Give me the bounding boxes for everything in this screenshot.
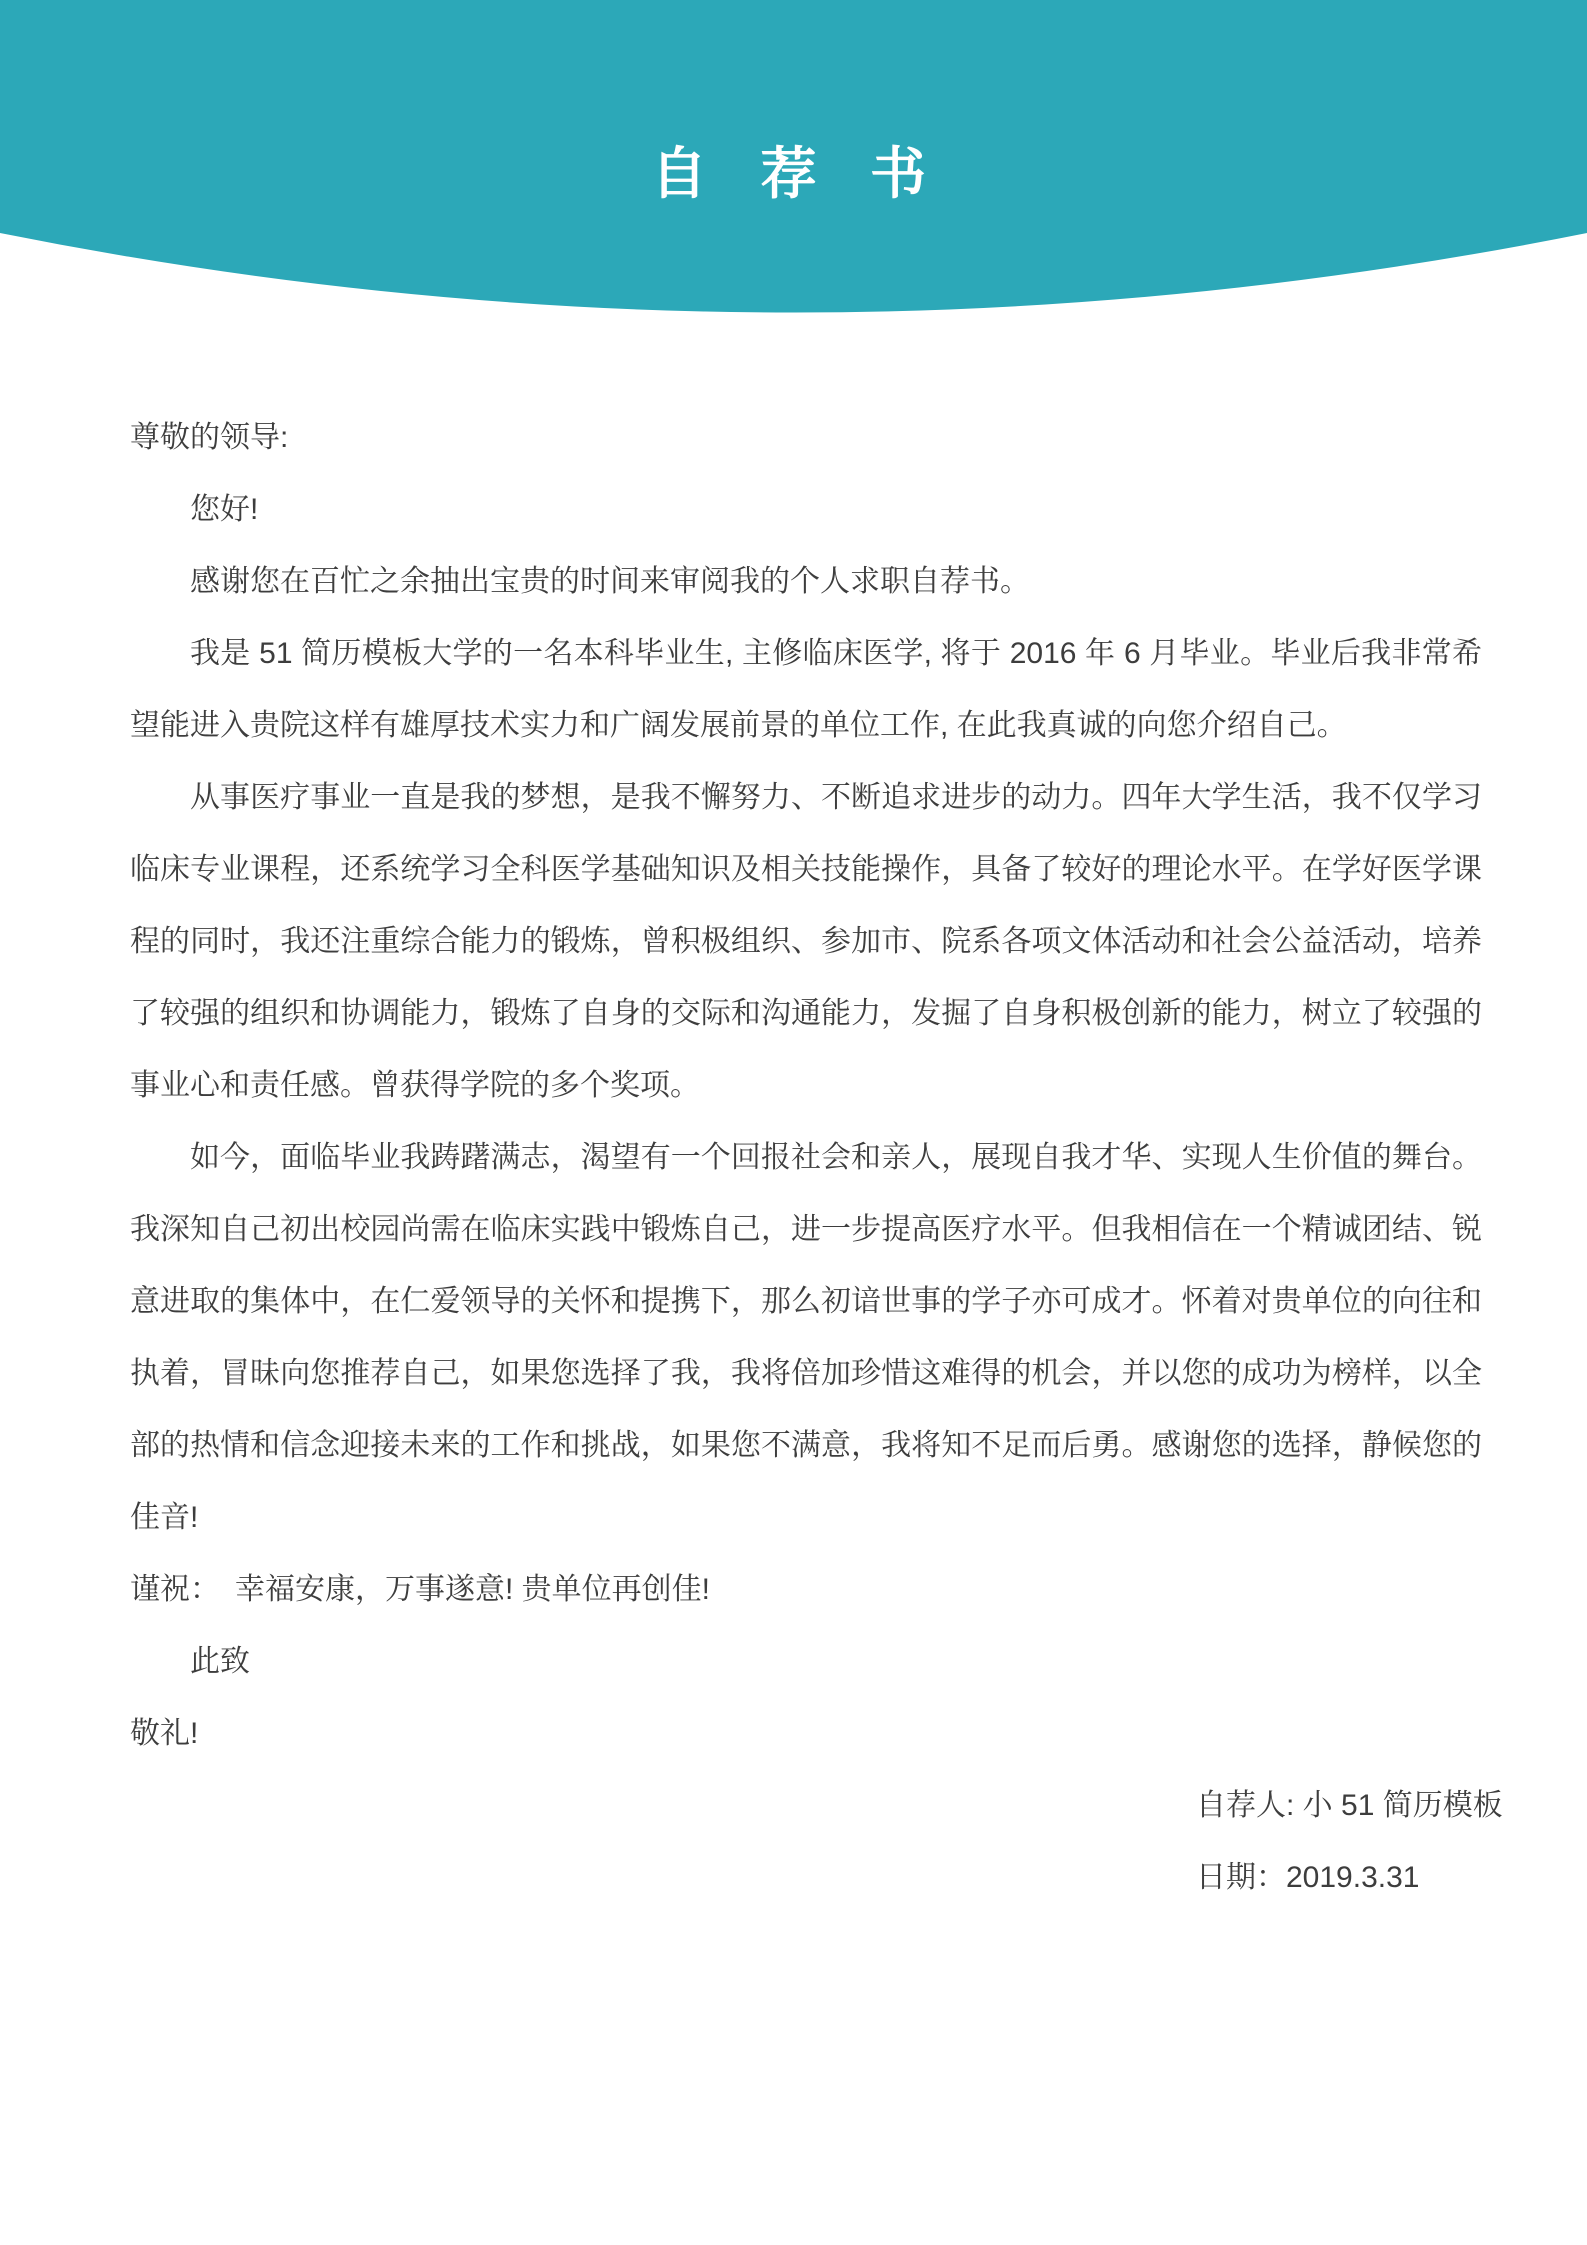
paragraph-thanks: 感谢您在百忙之余抽出宝贵的时间来审阅我的个人求职自荐书。	[190, 565, 1030, 598]
letter-body	[130, 402, 1503, 1914]
paragraph-introduction: 我是 51 简历模板大学的一名本科毕业生, 主修临床医学, 将于 2016 年 6 月毕业。毕业后我非常希望能进入贵院这样有雄厚技术实力和广阔发展前景的单位工作, 在此我真诚的向您介绍自己。	[130, 637, 1482, 742]
paragraph-study-experience: 从事医疗事业一直是我的梦想，是我不懈努力、不断追求进步的动力。四年大学生活，我不仅学习临床专业课程，还系统学习全科医学基础知识及相关技能操作，具备了较好的理论水平。在学好医学课程的同时，我还注重综合能力的锻炼，曾积极组织、参加市、院系各项文体活动和社会公益活动，培养了较强的组织和协调能力，锻炼了自身的交际和沟通能力，发掘了自身积极创新的能力，树立了较强的事业心和责任感。曾获得学院的多个奖项。	[130, 781, 1482, 1102]
respectfully-line-cizhi: 此致	[190, 1645, 250, 1678]
paragraph-aspiration: 如今，面临毕业我踌躇满志，渴望有一个回报社会和亲人，展现自我才华、实现人生价值的舞台。我深知自己初出校园尚需在临床实践中锻炼自己，进一步提高医疗水平。但我相信在一个精诚团结、锐意进取的集体中，在仁爱领导的关怀和提携下，那么初谙世事的学子亦可成才。怀着对贵单位的向往和执着，冒昧向您推荐自己，如果您选择了我，我将倍加珍惜这难得的机会，并以您的成功为榜样，以全部的热情和信念迎接未来的工作和挑战，如果您不满意，我将知不足而后勇。感谢您的选择，静候您的佳音!	[130, 1141, 1482, 1534]
signature-date-line: 日期：2019.3.31	[1196, 1861, 1420, 1894]
greeting-line: 您好!	[190, 493, 259, 526]
respectfully-line-jingli: 敬礼!	[130, 1717, 199, 1750]
header-banner	[0, 0, 1587, 315]
signature-block	[1196, 1770, 1503, 1914]
page-title: 自 荐 书	[650, 142, 937, 205]
salutation: 尊敬的领导:	[130, 421, 289, 454]
closing-wish: 谨祝： 幸福安康，万事遂意! 贵单位再创佳!	[130, 1573, 711, 1606]
signer-name-line: 自荐人: 小 51 简历模板	[1196, 1789, 1503, 1822]
